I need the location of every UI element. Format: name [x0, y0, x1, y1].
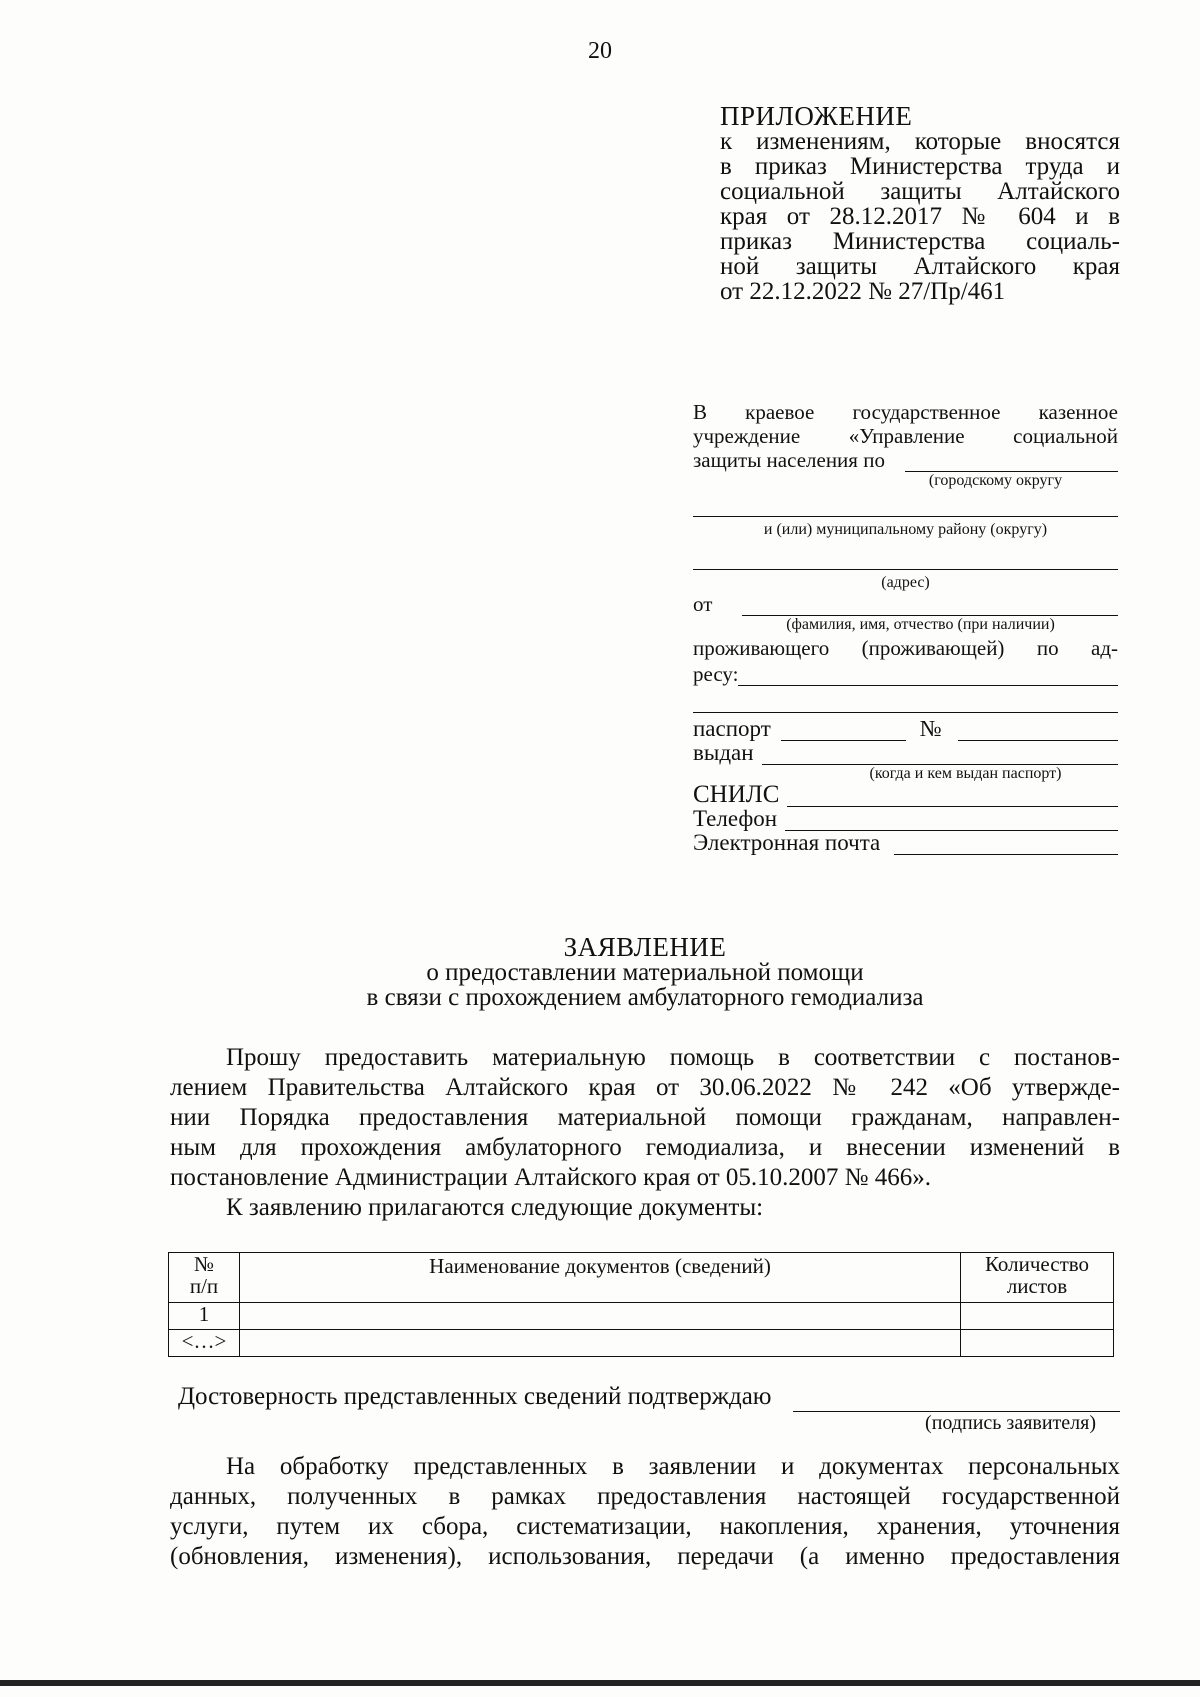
address-caption: (адрес): [881, 574, 930, 591]
phone-field[interactable]: [785, 810, 1118, 831]
page-number: 20: [588, 38, 612, 64]
document-title-block: [0, 932, 1200, 1011]
document-title: ЗАЯВЛЕНИЕ: [563, 932, 727, 962]
request-paragraph: [170, 1043, 1120, 1223]
appendix-line: к изменениям, которые вносятся: [720, 128, 1120, 155]
paragraph-line: (обновления, изменения), использования, передачи (а именно предоставления: [170, 1543, 1120, 1570]
column-header-number: № п/п: [169, 1253, 240, 1303]
consent-paragraph: [170, 1452, 1120, 1572]
appendix-line: от 22.12.2022 № 27/Пр/461: [720, 278, 1006, 305]
paragraph-line: постановление Администрации Алтайского края от 05.10.2007 № 466».: [170, 1164, 932, 1191]
recipient-line: В краевое государственное казенное: [693, 400, 1118, 424]
email-field[interactable]: [894, 834, 1118, 855]
issued-caption: (когда и кем выдан паспорт): [869, 765, 1062, 782]
email-label: Электронная почта: [693, 830, 881, 855]
from-label: от: [693, 592, 713, 616]
paragraph-line: данных, полученных в рамках предоставления настоящей государственной: [170, 1483, 1120, 1510]
appendix-line: приказ Министерства социаль-: [720, 228, 1120, 255]
district-caption: (городскому округу: [928, 472, 1063, 489]
paragraph-line: лением Правительства Алтайского края от 30.06.2022 № 242 «Об утвержде-: [170, 1074, 1120, 1101]
issued-label: выдан: [693, 740, 754, 765]
confirmation-block: [178, 1382, 1120, 1432]
passport-label: паспорт: [693, 716, 771, 741]
appendix-line: в приказ Министерства труда и: [720, 153, 1120, 180]
appendix-line: социальной защиты Алтайского: [720, 178, 1120, 205]
paragraph-line: На обработку представленных в заявлении и документах персональных: [226, 1453, 1120, 1480]
row-document-name[interactable]: [240, 1303, 961, 1330]
issued-field[interactable]: [762, 744, 1118, 765]
name-field[interactable]: [742, 595, 1118, 616]
appendix-line: края от 28.12.2017 № 604 и в: [720, 203, 1120, 230]
column-header-count: Количество листов: [961, 1253, 1114, 1303]
addressee-block: [693, 400, 1118, 855]
column-header-name: Наименование документов (сведений): [240, 1253, 961, 1303]
row-sheet-count[interactable]: [961, 1330, 1114, 1357]
scan-edge: [0, 1680, 1200, 1686]
district-field[interactable]: [905, 451, 1118, 472]
snils-field[interactable]: [787, 786, 1118, 807]
documents-table: [168, 1252, 1114, 1357]
address-field[interactable]: [693, 549, 1118, 570]
table-row: [169, 1303, 1114, 1330]
row-number: 1: [169, 1303, 240, 1330]
passport-number-field[interactable]: [958, 720, 1118, 741]
paragraph-line: услуги, путем их сбора, систематизации, накопления, хранения, уточнения: [170, 1513, 1120, 1540]
municipal-caption: и (или) муниципальному району (округу): [763, 521, 1048, 538]
municipal-field[interactable]: [693, 496, 1118, 517]
signature-field[interactable]: [793, 1387, 1120, 1412]
table-row: [169, 1330, 1114, 1357]
row-document-name[interactable]: [240, 1330, 961, 1357]
paragraph-line: ным для прохождения амбулаторного гемодиализа, и внесении изменений в: [170, 1134, 1120, 1161]
phone-label: Телефон: [693, 806, 778, 831]
attachments-intro: К заявлению прилагаются следующие документы:: [226, 1194, 764, 1221]
appendix-line: ной защиты Алтайского края: [720, 253, 1120, 280]
document-subtitle: о предоставлении материальной помощи: [426, 959, 864, 986]
document-subtitle: в связи с прохождением амбулаторного гемодиализа: [366, 984, 924, 1011]
residence-address-field-2[interactable]: [693, 692, 1118, 713]
confirmation-text: Достоверность представленных сведений подтверждаю: [178, 1383, 772, 1410]
residing-line: проживающего (проживающей) по ад-: [693, 636, 1118, 660]
row-number: <…>: [169, 1330, 240, 1357]
name-caption: (фамилия, имя, отчество (при наличии): [786, 616, 1055, 633]
residing-last-line: ресу:: [693, 662, 739, 686]
appendix-heading: ПРИЛОЖЕНИЕ: [720, 101, 913, 131]
paragraph-line: нии Порядка предоставления материальной помощи гражданам, направлен-: [170, 1104, 1120, 1131]
recipient-line: учреждение «Управление социальной: [693, 424, 1118, 448]
signature-caption: (подпись заявителя): [925, 1412, 1096, 1434]
appendix-block: [720, 101, 1120, 305]
passport-number-label: №: [919, 716, 942, 741]
passport-series-field[interactable]: [781, 720, 906, 741]
paragraph-line: Прошу предоставить материальную помощь в соответствии с постанов-: [226, 1044, 1120, 1071]
row-sheet-count[interactable]: [961, 1303, 1114, 1330]
recipient-last-line: защиты населения по: [693, 448, 885, 472]
snils-label: СНИЛС: [693, 781, 780, 808]
residence-address-field[interactable]: [738, 665, 1118, 686]
